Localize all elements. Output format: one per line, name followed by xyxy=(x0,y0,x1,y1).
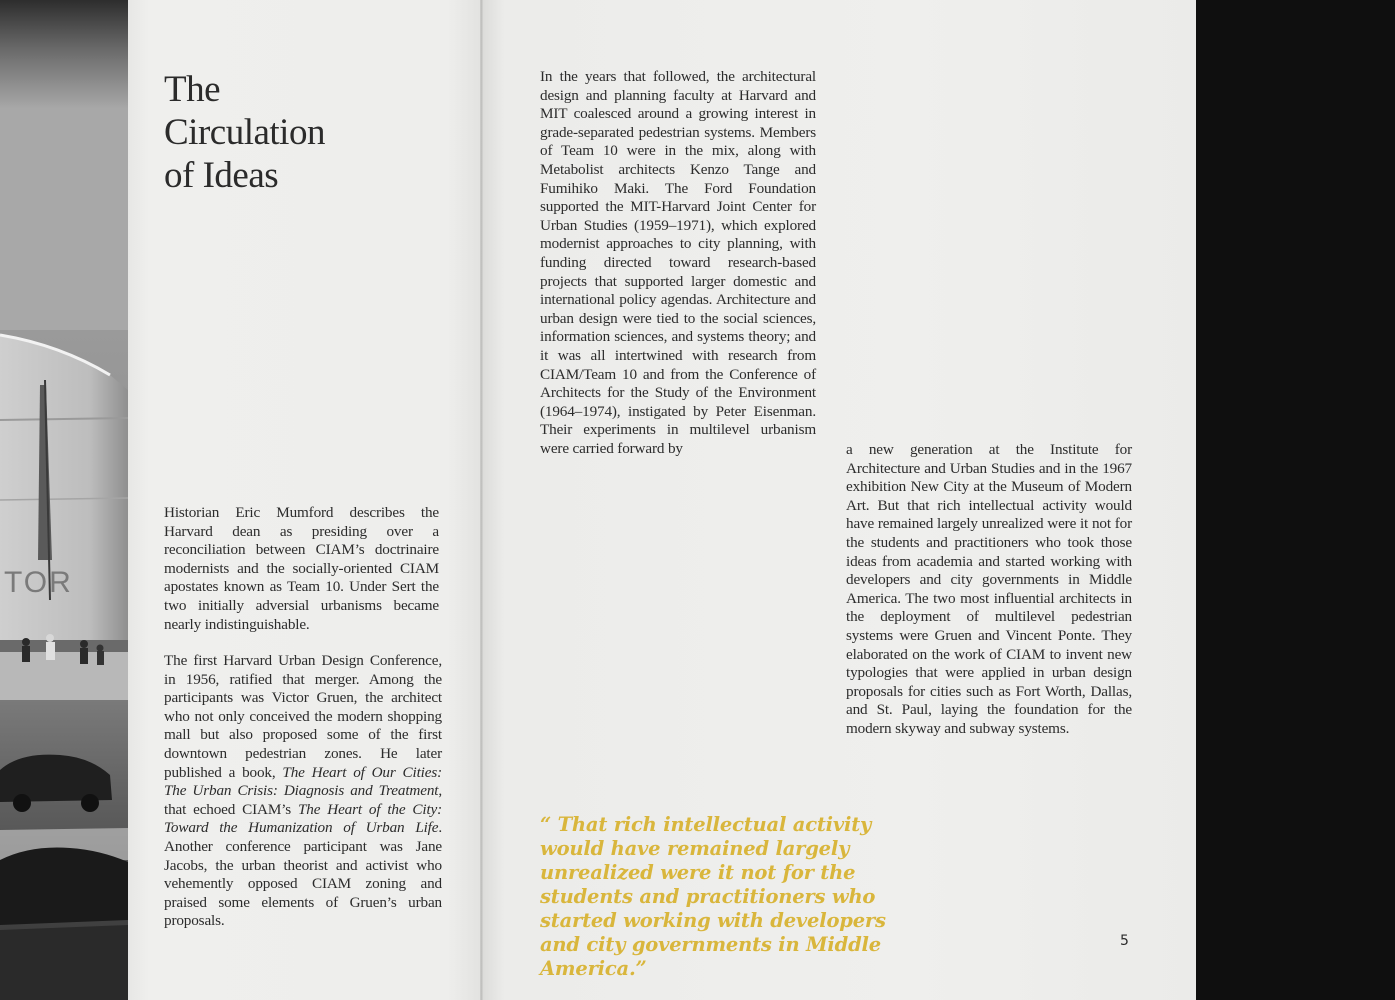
book-title-heart-of-the-city: The Heart of the City: Toward the Humanization of Urban Life xyxy=(164,800,443,837)
left-paragraph-2 xyxy=(164,652,442,931)
photo-page xyxy=(0,0,128,1000)
title-line-3: of Ideas xyxy=(164,155,279,196)
building-sign-text: TOR xyxy=(4,566,73,599)
building-photo xyxy=(0,0,128,1000)
title-line-2: Circulation xyxy=(164,112,325,153)
left-paragraph-1: Historian Eric Mumford describes the Harvard dean as presiding over a reconciliation between CIAM’s doctrinaire modernists and the socially-oriented CIAM apostates known as Team 10. Under Sert the two initially adversial urbanisms became nearly indistinguishable. xyxy=(164,504,439,633)
paragraph-text: , that echoed CIAM’s xyxy=(164,782,442,818)
pull-quote: “ That rich intellectual activity would have remained largely unrealized were it not for the students and practitioners who started working with developers and city governments in Middle America.” xyxy=(540,813,886,980)
title-line-1: The xyxy=(164,69,221,110)
paragraph-text: . Another conference participant was Jane Jacobs, the urban theorist and activist who vehemently opposed CIAM zoning and praised some elements of Gruen’s urban proposals. xyxy=(164,819,442,930)
page-number: 5 xyxy=(1120,933,1129,949)
right-column-1-text: In the years that followed, the architectural design and planning faculty at Harvard and MIT coalesced around a growing interest in grade-separated pedestrian systems. Members of Team 10 were in the mix, along with Metabolist architects Kenzo Tange and Fumihiko Maki. The Ford Foundation supported the MIT-Harvard Joint Center for Urban Studies (1959–1971), which explored modernist approaches to city planning, with funding directed toward research-based projects that supported larger domestic and international policy agendas. Architecture and urban design were tied to the social sciences, information sciences, and systems theory; and it was all intertwined with research from CIAM/Team 10 and from the Conference of Architects for the Study of the Environment (1964–1974), instigated by Peter Eisenman. Their experiments in multilevel urbanism were carried forward by xyxy=(540,68,816,457)
chapter-title xyxy=(164,68,464,197)
paragraph-text: The first Harvard Urban Design Conference, in 1956, ratified that merger. Among the participants was Victor Gruen, the architect who not only conceived the modern shopping mall but also proposed some of the first downtown pedestrian zones. He later published a book, xyxy=(164,652,442,781)
right-column-2-text: a new generation at the Institute for Architecture and Urban Studies and in the 1967 exhibition New City at the Museum of Modern Art. But that rich intellectual activity would have remained largely unrealized were it not for the students and practitioners who took those ideas from academia and started working with developers and city governments in Middle America. The two most influential architects in the deployment of multilevel pedestrian systems were Gruen and Vincent Ponte. They elaborated on the work of CIAM to invent new typologies that were applied in urban design proposals for cities such as Fort Worth, Dallas, and St. Paul, laying the foundation for the modern skyway and subway systems. xyxy=(846,441,1132,737)
book-title-heart-of-our-cities: The Heart of Our Cities: The Urban Crisis: Diagnosis and Treatment xyxy=(164,763,442,800)
